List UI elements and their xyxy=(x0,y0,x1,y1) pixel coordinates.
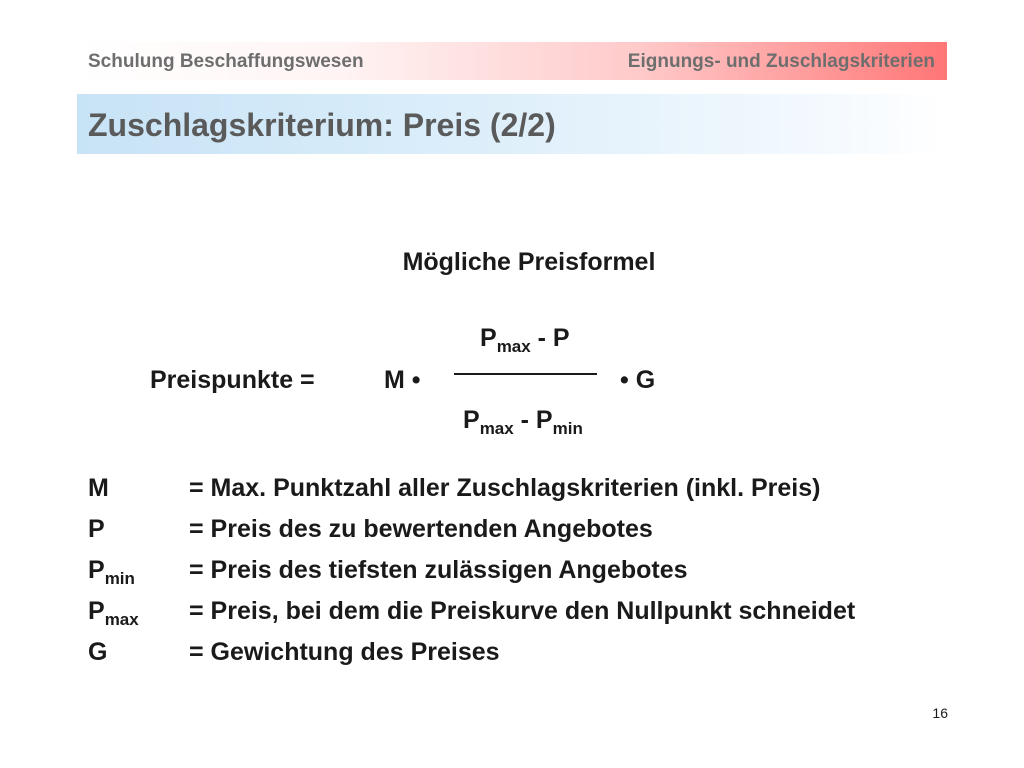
symbol-base: M xyxy=(88,474,109,502)
header-bar xyxy=(77,42,947,80)
denominator-base: P xyxy=(463,406,480,434)
symbol-base: P xyxy=(88,597,105,625)
title-bar xyxy=(77,94,947,154)
numerator-base: P xyxy=(480,324,497,352)
slide-title: Zuschlagskriterium: Preis (2/2) xyxy=(88,107,556,143)
formula-g-factor: • G xyxy=(620,366,656,394)
numerator-rest: - P xyxy=(530,324,570,352)
section-title: Eignungs- und Zuschlagskriterien xyxy=(627,51,935,72)
definition-text: = Preis, bei dem die Preiskurve den Nullpunkt schneidet xyxy=(189,597,856,625)
definition-text: = Preis des tiefsten zulässigen Angebotes xyxy=(189,556,688,584)
formula-m-factor: M • xyxy=(384,366,421,394)
symbol-base: P xyxy=(88,556,105,584)
denominator-sub-min: min xyxy=(552,419,583,438)
course-title: Schulung Beschaffungswesen xyxy=(88,51,364,72)
definition-text: = Max. Punktzahl aller Zuschlagskriterien (inkl. Preis) xyxy=(189,474,821,502)
symbol-base: P xyxy=(88,515,105,543)
formula-denominator xyxy=(463,406,583,438)
symbol-base: G xyxy=(88,638,108,666)
fraction-line xyxy=(454,373,597,375)
definition-symbol xyxy=(88,474,109,503)
numerator-sub: max xyxy=(496,337,531,356)
symbol-sub: min xyxy=(104,569,135,588)
definition-text: = Gewichtung des Preises xyxy=(189,638,500,666)
symbol-sub: max xyxy=(104,610,139,629)
definition-text: = Preis des zu bewertenden Angebotes xyxy=(189,515,653,543)
denominator-mid: - P xyxy=(513,406,553,434)
definition-symbol xyxy=(88,597,139,629)
formula-lhs: Preispunkte = xyxy=(150,366,315,394)
denominator-sub-max: max xyxy=(479,419,514,438)
page-number: 16 xyxy=(932,705,948,721)
definition-symbol xyxy=(88,515,105,544)
definition-symbol xyxy=(88,556,135,588)
formula-numerator xyxy=(480,324,570,356)
formula-heading: Mögliche Preisformel xyxy=(402,248,656,276)
definition-symbol xyxy=(88,638,107,667)
